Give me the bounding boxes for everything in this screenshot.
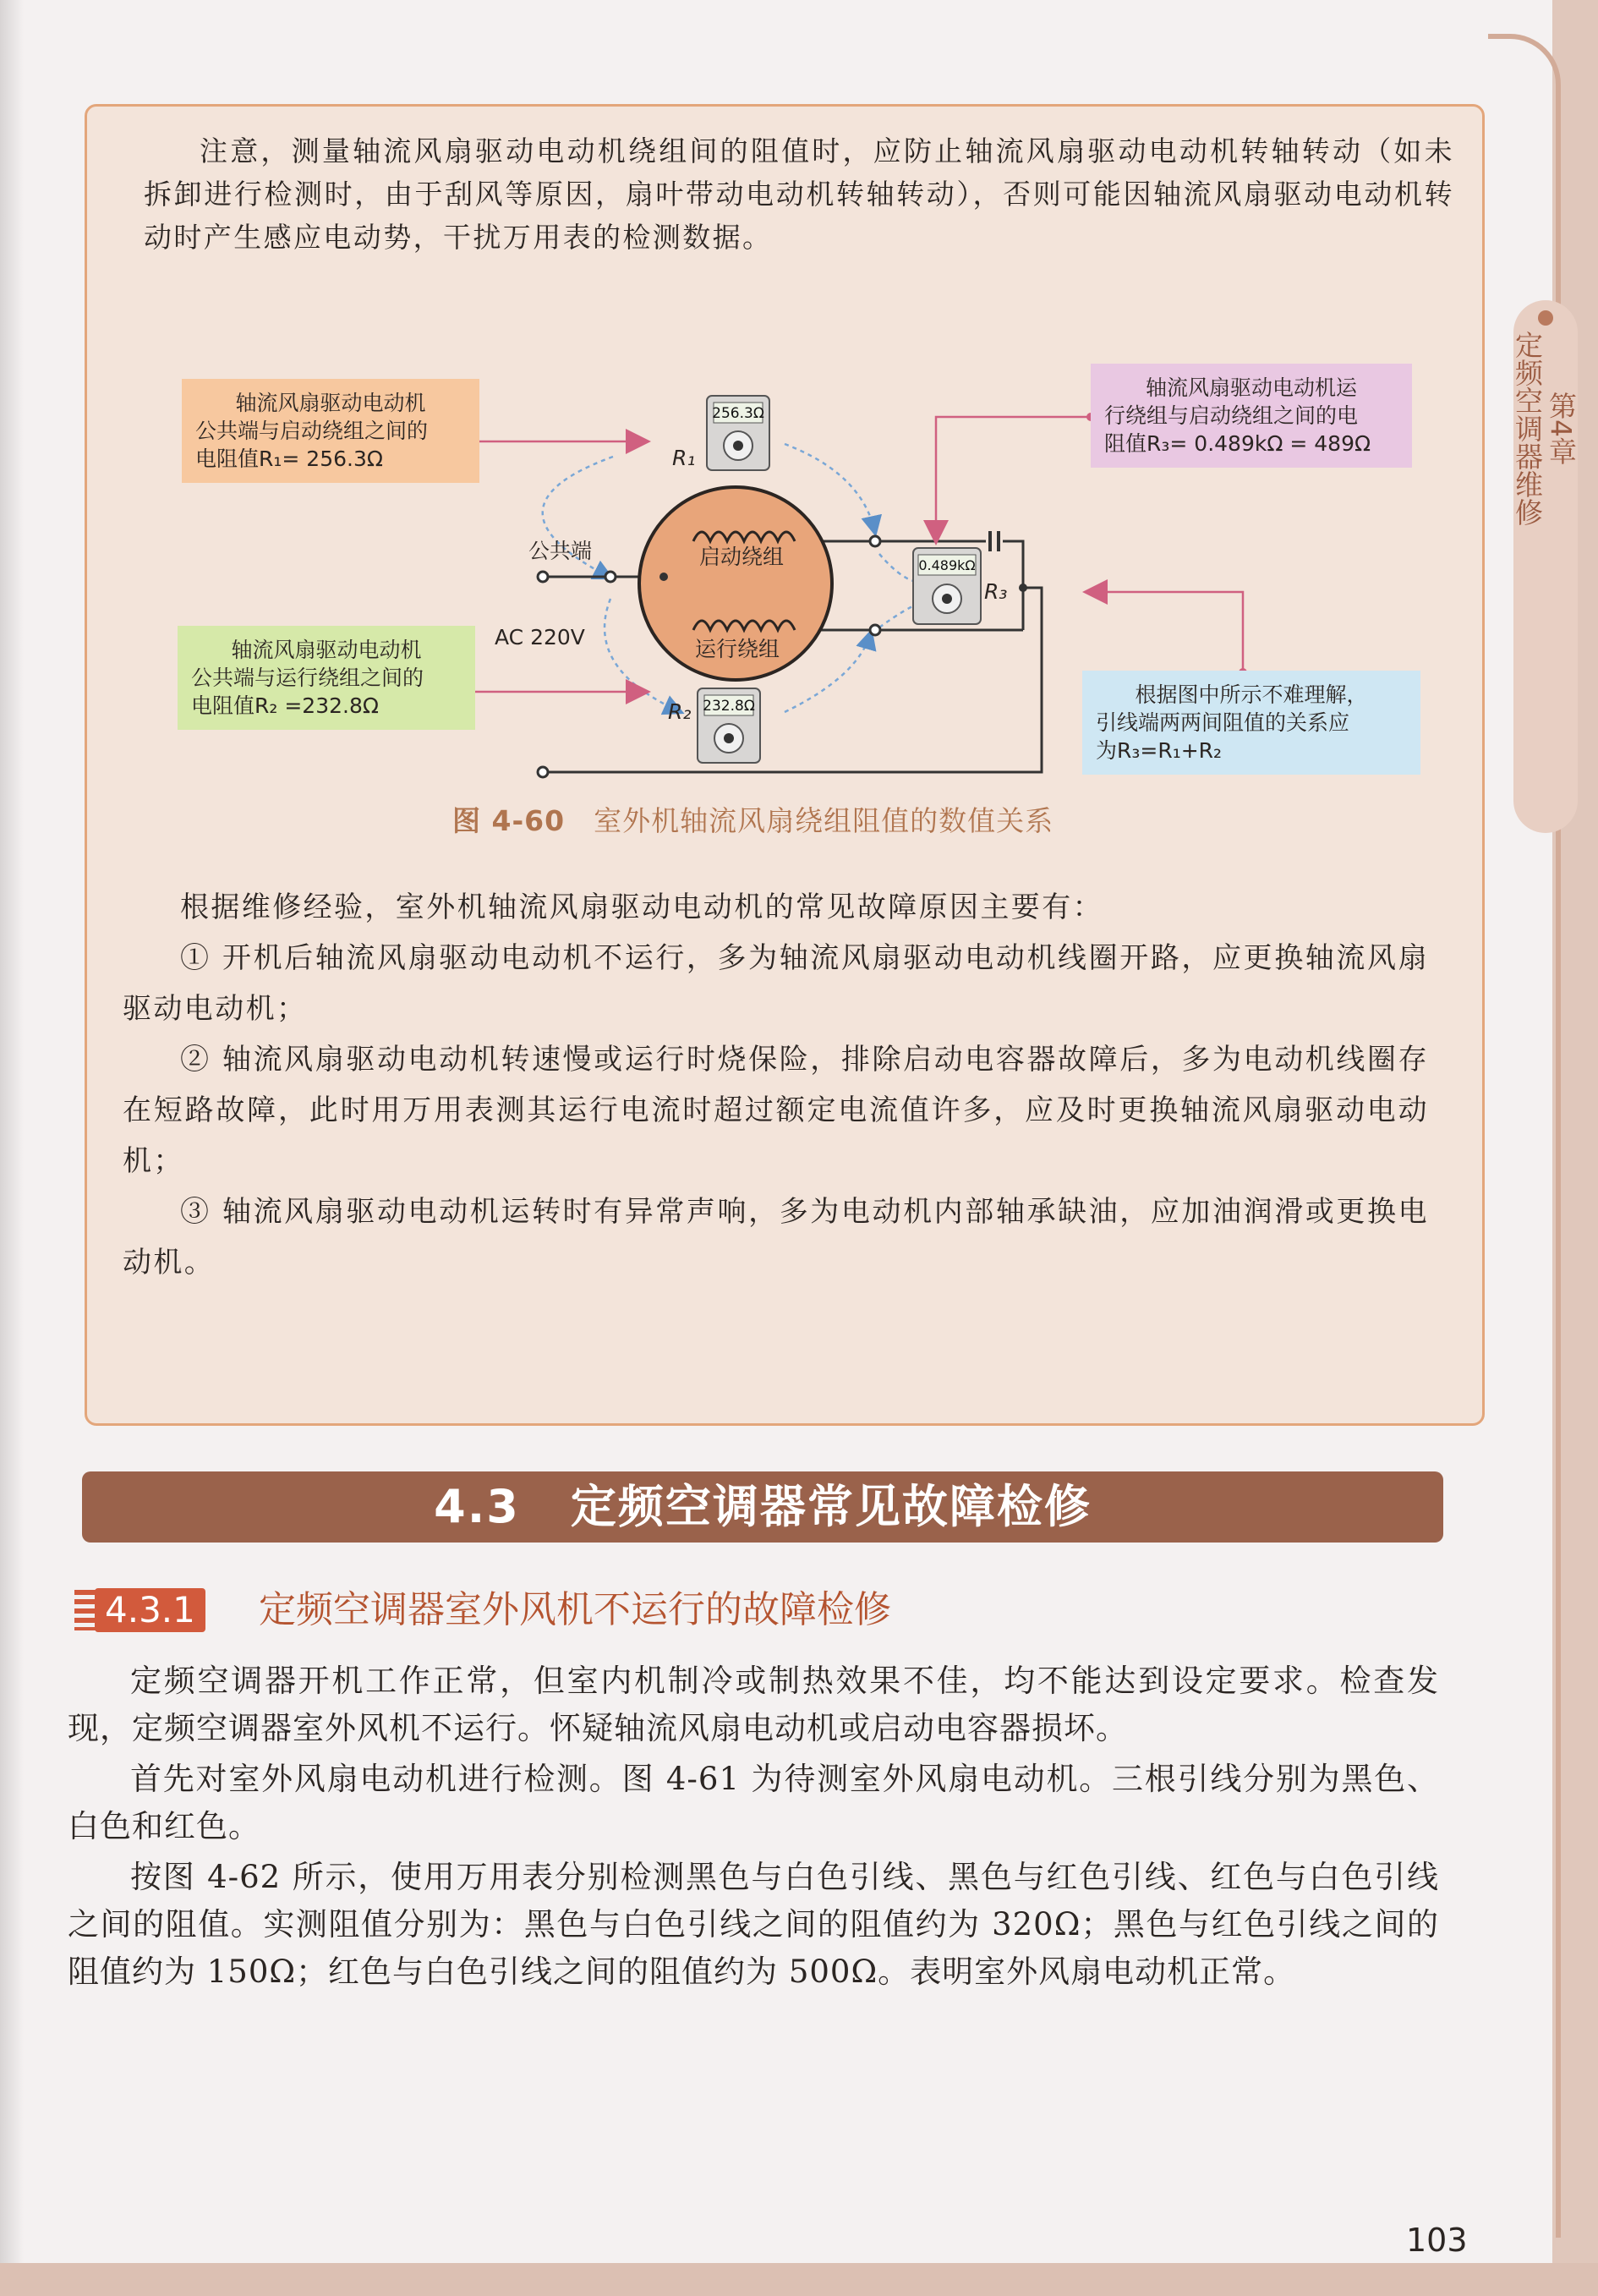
body-paragraph-1: 定频空调器开机工作正常，但室内机制冷或制热效果不佳，均不能达到设定要求。检查发现，定频空调器室外风机不运行。怀疑轴流风扇电动机或启动电容器损坏。	[68, 1663, 1439, 1746]
fault-item-1: ① 开机后轴流风扇驱动电动机不运行，多为轴流风扇驱动电动机线圈开路，应更换轴流风扇驱动电动机；	[123, 941, 1429, 1026]
r1-label: R₁	[672, 446, 696, 470]
section-number: 4.3	[434, 1480, 520, 1533]
note-paragraph: 注意，测量轴流风扇驱动电动机绕组间的阻值时，应防止轴流风扇驱动电动机转轴转动（如未拆卸进行检测时，由于刮风等原因，扇叶带动电动机转轴转动），否则可能因轴流风扇驱动电动机转动时产生感应电动势，干扰万用表的检测数据。	[144, 134, 1454, 254]
subsection-title: 定频空调器室外风机不运行的故障检修	[259, 1588, 891, 1631]
r3-label: R₃	[984, 579, 1008, 604]
fault-item-3: ③ 轴流风扇驱动电动机运转时有异常声响，多为电动机内部轴承缺油，应加油润滑或更换电动机。	[123, 1195, 1429, 1280]
page-footer-band	[0, 2263, 1598, 2296]
start-winding-label: 启动绕组	[698, 545, 785, 569]
run-terminal	[870, 625, 880, 635]
chapter-label: 第4章	[1545, 392, 1578, 465]
multimeter-r2	[698, 688, 760, 763]
fault-item-2: ② 轴流风扇驱动电动机转速慢或运行时烧保险，排除启动电容器故障后，多为电动机线圈存在短路故障，此时用万用表测其运行电流时超过额定电流值许多，应及时更换轴流风扇驱动电动机；	[123, 1043, 1429, 1178]
start-terminal	[870, 536, 880, 546]
common-label: 公共端	[528, 539, 593, 563]
section-title: 定频空调器常见故障检修	[570, 1480, 1092, 1533]
meter-r1-reading: 256.3Ω	[712, 405, 764, 422]
callout-relationship: 根据图中所示不难理解， 引线端两两间阻值的关系应 为R₃=R₁+R₂	[1082, 671, 1420, 775]
meter-r3-reading: 0.489kΩ	[918, 557, 976, 573]
subsection-number: 4.3.1	[95, 1588, 205, 1632]
meter-r2-reading: 232.8Ω	[703, 698, 755, 715]
callout-r3: 轴流风扇驱动电动机运 行绕组与启动绕组之间的电 阻值R₃= 0.489kΩ = 489Ω	[1091, 364, 1412, 468]
supply-terminal	[538, 767, 548, 777]
body-text	[68, 1658, 1439, 1999]
run-winding-label: 运行绕组	[694, 637, 780, 661]
common-terminal	[538, 572, 548, 582]
callout-rel-arrow	[1086, 592, 1243, 672]
figure-number: 图 4-60	[452, 804, 566, 837]
callout-r2: 轴流风扇驱动电动机 公共端与运行绕组之间的 电阻值R₂ =232.8Ω	[178, 626, 475, 730]
fault-intro: 根据维修经验，室外机轴流风扇驱动电动机的常见故障原因主要有：	[180, 890, 1103, 924]
fault-list	[123, 882, 1429, 1288]
body-paragraph-2: 首先对室外风扇电动机进行检测。图 4-61 为待测室外风扇电动机。三根引线分别为黑色、白色和红色。	[68, 1761, 1439, 1844]
r2-label: R₂	[668, 699, 692, 724]
figure-caption	[452, 799, 1053, 839]
callout-r1: 轴流风扇驱动电动机 公共端与启动绕组之间的 电阻值R₁= 256.3Ω	[182, 379, 479, 483]
ac-label: AC 220V	[495, 625, 585, 649]
multimeter-r1	[707, 396, 769, 470]
callout-r3-arrow	[936, 417, 1091, 541]
page-number: 103	[1406, 2222, 1468, 2259]
chapter-title: 定频空调器维修	[1511, 331, 1544, 526]
section-heading	[82, 1471, 1443, 1543]
body-paragraph-3: 按图 4-62 所示，使用万用表分别检测黑色与白色引线、黑色与红色引线、红色与白色引线之间的阻值。实测阻值分别为：黑色与白色引线之间的阻值约为 320Ω；黑色与红色引线之间的阻值约为 150Ω；红色与白色引线之间的阻值约为 500Ω。表明室外风扇电动机正常。	[68, 1859, 1439, 1990]
multimeter-r3	[913, 548, 981, 624]
figure-title: 室外机轴流风扇绕组阻值的数值关系	[594, 804, 1054, 837]
